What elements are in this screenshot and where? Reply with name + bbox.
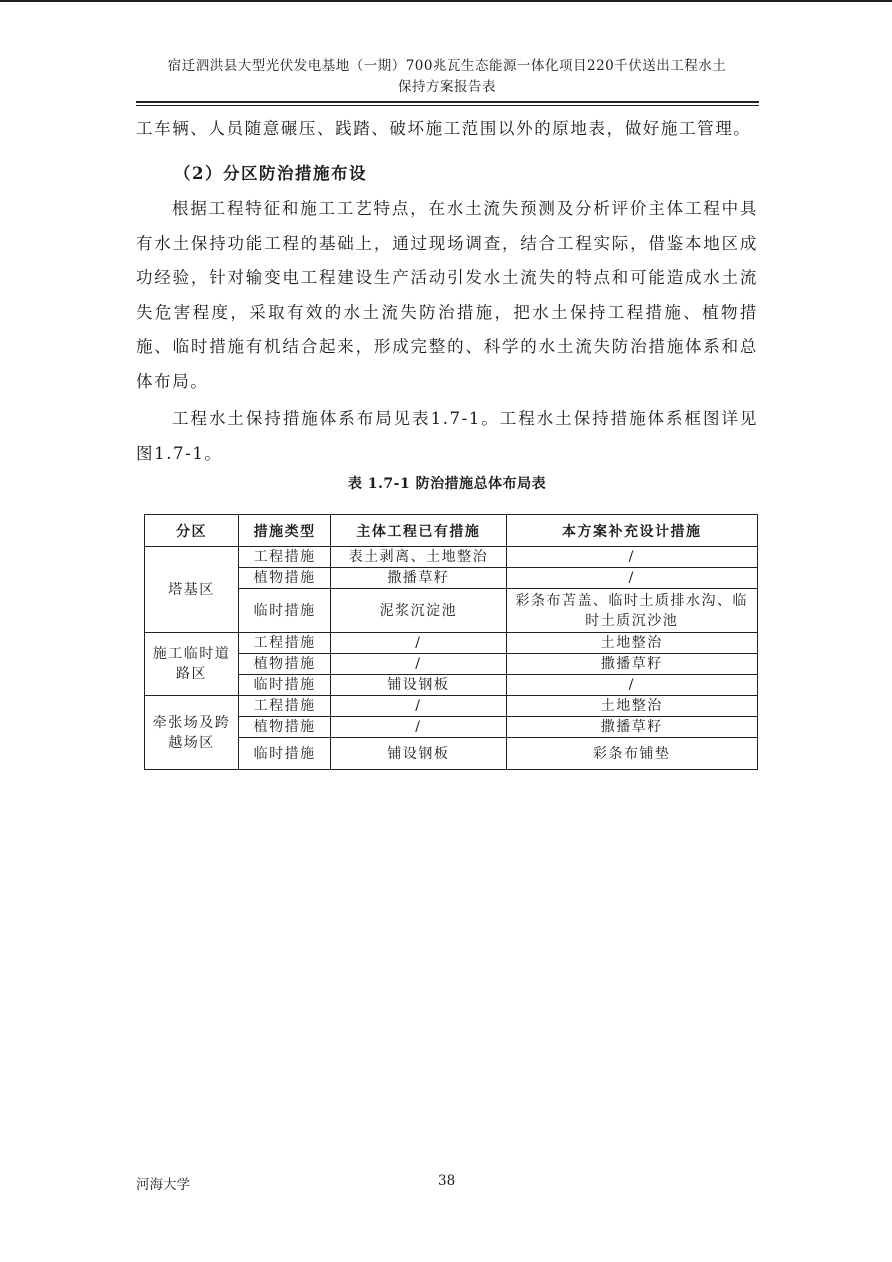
header-zone: 分区 bbox=[145, 515, 239, 547]
header-measure-type: 措施类型 bbox=[239, 515, 331, 547]
header-rule-thin bbox=[136, 105, 759, 106]
header-supplementary-measures: 本方案补充设计措施 bbox=[506, 515, 757, 547]
page-top-border bbox=[0, 0, 892, 2]
table-header-row bbox=[145, 515, 758, 547]
section-heading: （2）分区防治措施布设 bbox=[174, 164, 367, 183]
paragraph-continuation: 工车辆、人员随意碾压、践踏、破坏施工范围以外的原地表，做好施工管理。 bbox=[136, 119, 752, 138]
supplementary-measure-cell: 撒播草籽 bbox=[506, 654, 757, 675]
existing-measure-cell: 撒播草籽 bbox=[331, 568, 506, 589]
header-existing-measures: 主体工程已有措施 bbox=[331, 515, 506, 547]
measure-type-cell: 临时措施 bbox=[239, 675, 331, 696]
existing-measure-cell: 表土剥离、土地整治 bbox=[331, 547, 506, 568]
measure-type-cell: 工程措施 bbox=[239, 633, 331, 654]
header-rule-thick bbox=[136, 101, 759, 103]
zone-cell: 塔基区 bbox=[145, 547, 239, 633]
measure-type-cell: 临时措施 bbox=[239, 738, 331, 770]
existing-measure-cell: / bbox=[331, 717, 506, 738]
table-row bbox=[145, 696, 758, 717]
header-title-line1: 宿迁泗洪县大型光伏发电基地（一期）700兆瓦生态能源一体化项目220千伏送出工程水土 bbox=[167, 58, 727, 74]
measure-type-cell: 工程措施 bbox=[239, 696, 331, 717]
measure-type-cell: 植物措施 bbox=[239, 654, 331, 675]
measure-type-cell: 植物措施 bbox=[239, 717, 331, 738]
page-number: 38 bbox=[438, 1173, 456, 1189]
existing-measure-cell: 铺设钢板 bbox=[331, 675, 506, 696]
measures-layout-table bbox=[144, 514, 758, 770]
measure-type-cell: 工程措施 bbox=[239, 547, 331, 568]
existing-measure-cell: 泥浆沉淀池 bbox=[331, 589, 506, 633]
table-row bbox=[145, 547, 758, 568]
existing-measure-cell: / bbox=[331, 696, 506, 717]
paragraph-table-reference: 工程水土保持措施体系布局见表1.7-1。工程水土保持措施体系框图详见图1.7-1。 bbox=[136, 409, 758, 463]
measure-type-cell: 植物措施 bbox=[239, 568, 331, 589]
measure-type-cell: 临时措施 bbox=[239, 589, 331, 633]
footer-organization: 河海大学 bbox=[136, 1177, 190, 1193]
header-title-line2: 保持方案报告表 bbox=[398, 79, 496, 95]
paragraph-measures-layout: 根据工程特征和施工工艺特点，在水土流失预测及分析评价主体工程中具有水土保持功能工程的基础上，通过现场调查，结合工程实际，借鉴本地区成功经验，针对输变电工程建设生产活动引发水土流失的特点和可能造成水土流失危害程度，采取有效的水土流失防治措施，把水土保持工程措施、植物措施、临时措施有机结合起来，形成完整的、科学的水土流失防治措施体系和总体布局。 bbox=[136, 199, 758, 391]
supplementary-measure-cell: / bbox=[506, 568, 757, 589]
existing-measure-cell: / bbox=[331, 654, 506, 675]
supplementary-measure-cell: 撒播草籽 bbox=[506, 717, 757, 738]
supplementary-measure-cell: 彩条布铺垫 bbox=[506, 738, 757, 770]
table-row bbox=[145, 633, 758, 654]
supplementary-measure-cell: 彩条布苫盖、临时土质排水沟、临时土质沉沙池 bbox=[506, 589, 757, 633]
existing-measure-cell: 铺设钢板 bbox=[331, 738, 506, 770]
zone-cell: 施工临时道路区 bbox=[145, 633, 239, 696]
supplementary-measure-cell: 土地整治 bbox=[506, 633, 757, 654]
existing-measure-cell: / bbox=[331, 633, 506, 654]
supplementary-measure-cell: / bbox=[506, 675, 757, 696]
page-header bbox=[136, 56, 758, 98]
supplementary-measure-cell: 土地整治 bbox=[506, 696, 757, 717]
supplementary-measure-cell: / bbox=[506, 547, 757, 568]
table-caption: 表 1.7-1 防治措施总体布局表 bbox=[347, 476, 547, 492]
zone-cell: 牵张场及跨越场区 bbox=[145, 696, 239, 770]
